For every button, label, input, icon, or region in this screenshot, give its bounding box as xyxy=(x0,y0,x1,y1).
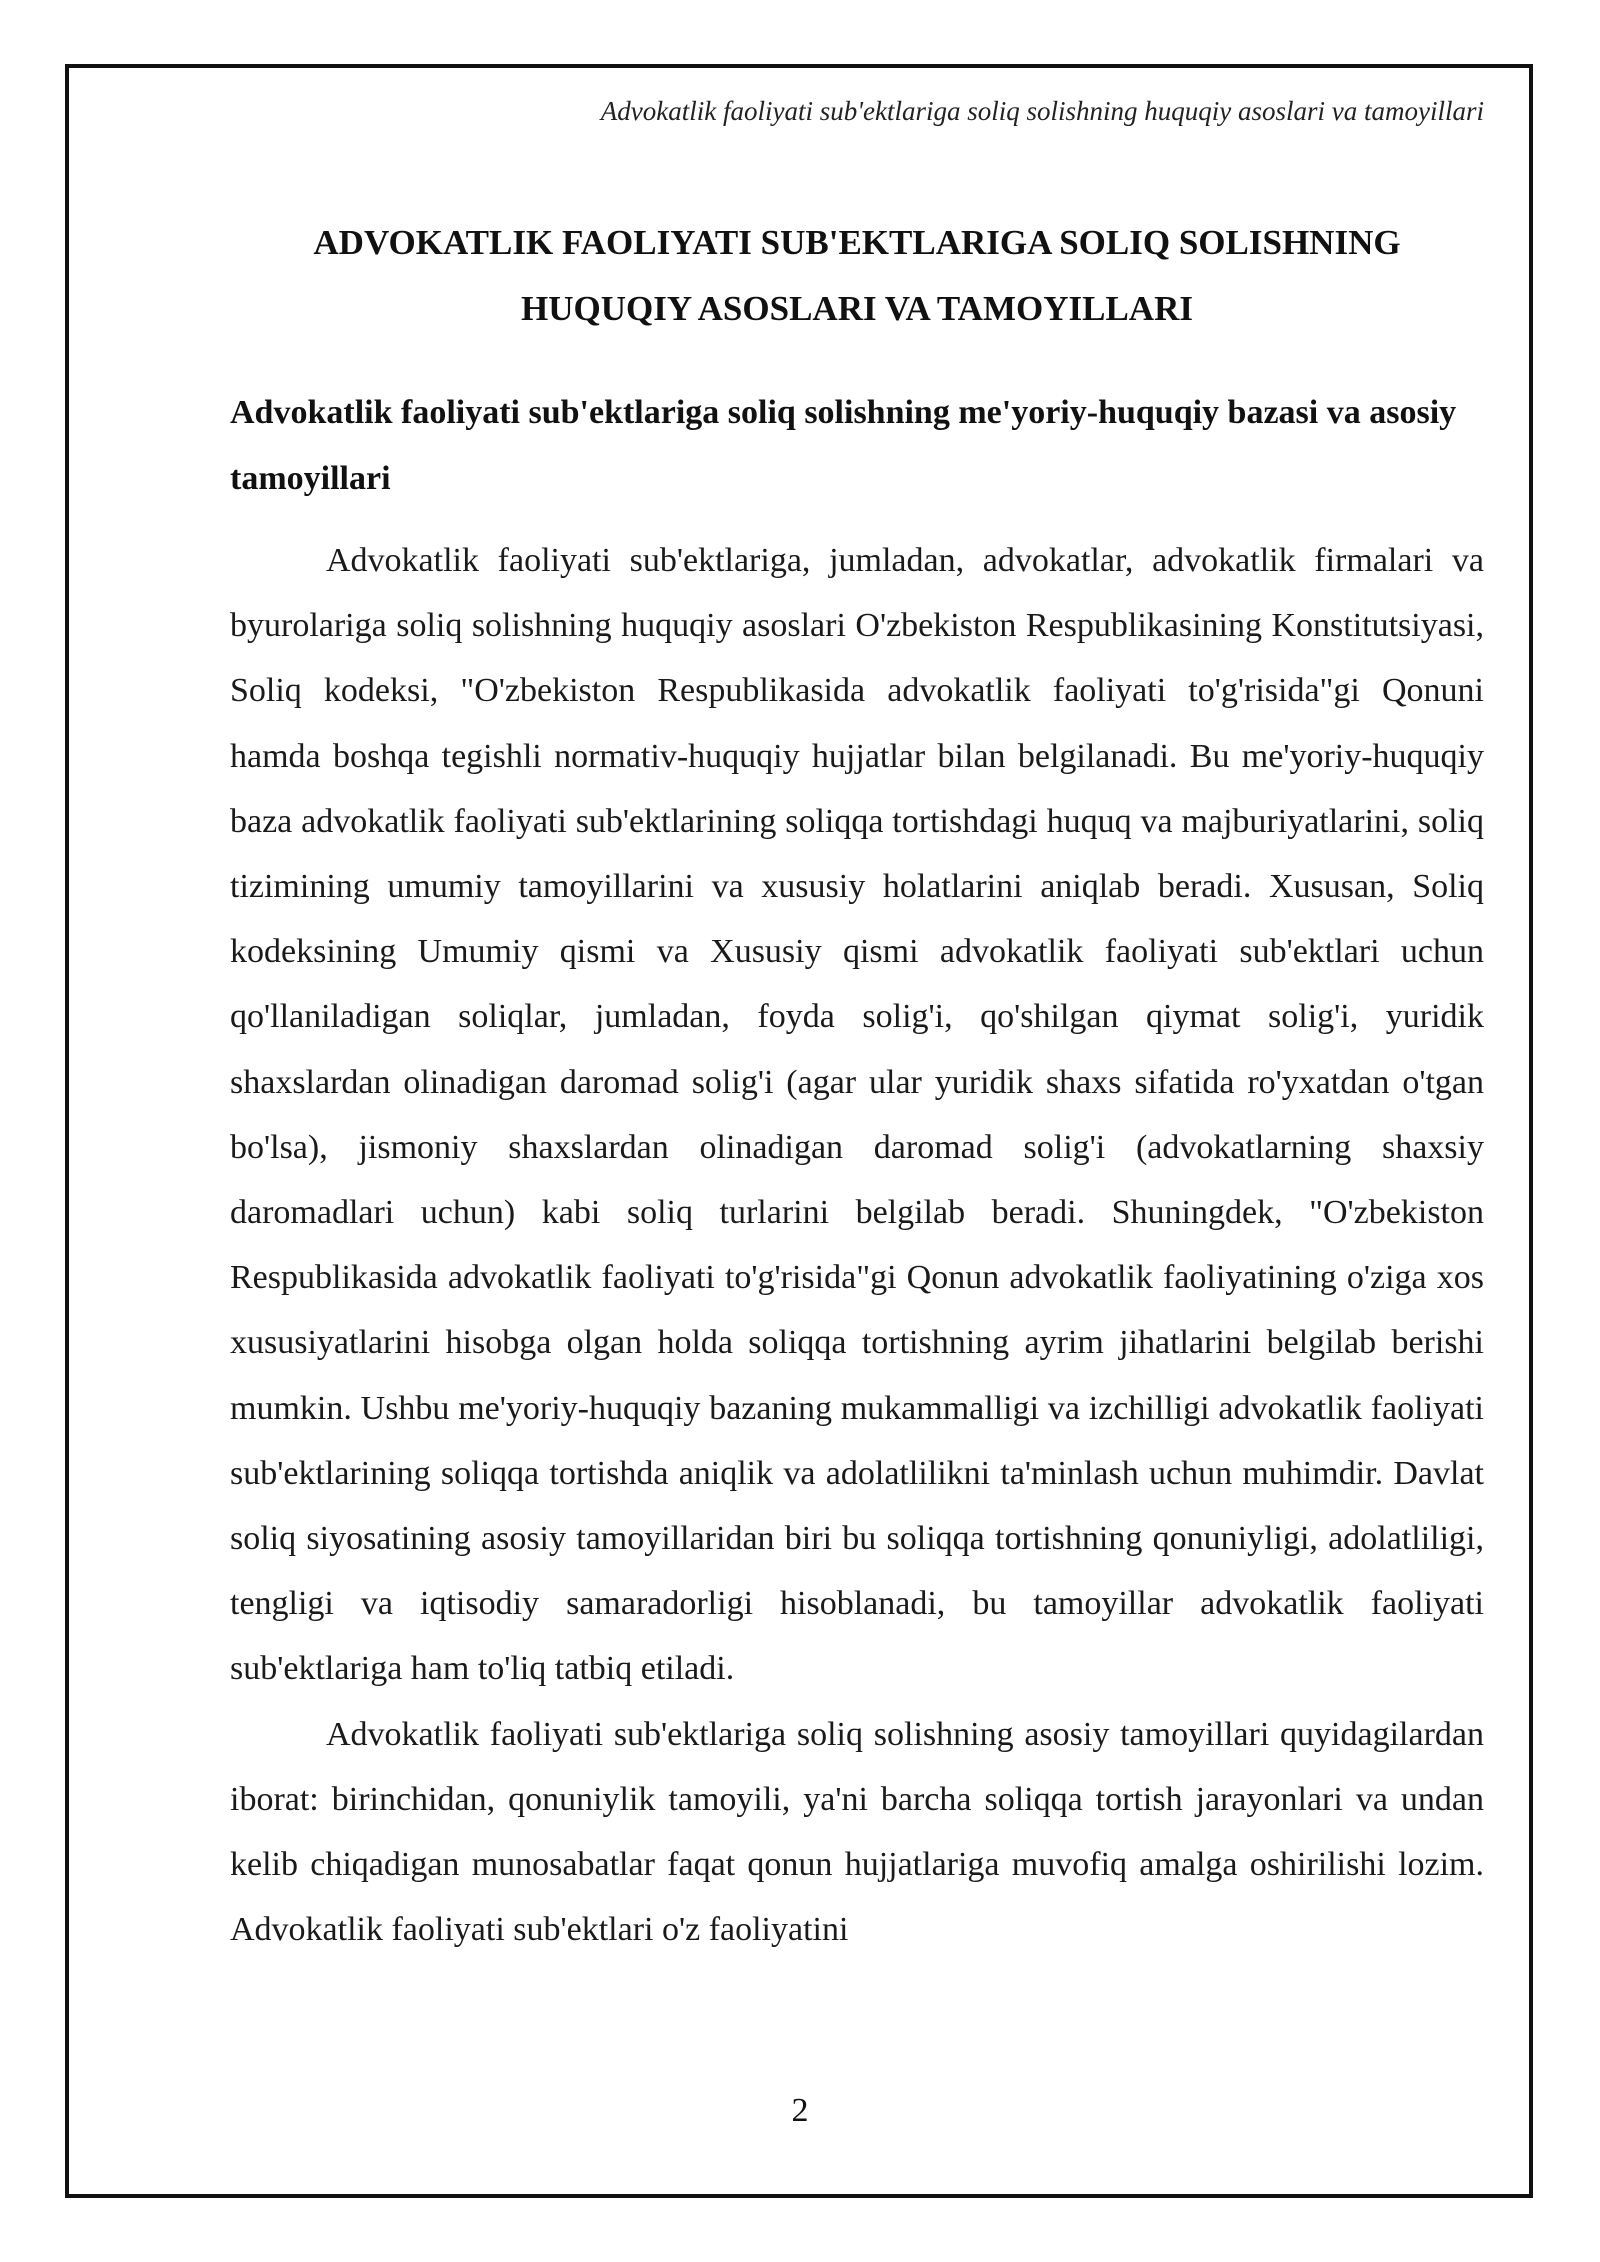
section-heading: Advokatlik faoliyati sub'ektlariga soliq solishning me'yoriy-huquqiy bazasi va asosiy tamoyillari xyxy=(230,394,1457,497)
paragraph: Advokatlik faoliyati sub'ektlariga soliq solishning asosiy tamoyillari quyidagilardan iborat: birinchidan, qonuniylik tamoyili, ya'ni barcha soliqqa tortish jarayonlari va undan kelib chiqadigan munosabatlar faqat qonun hujjatlariga muvofiq amalga oshirilishi lozim. Advokatlik faoliyati sub'ektlari o'z faoliyatini xyxy=(230,1715,1484,1949)
paragraph: Advokatlik faoliyati sub'ektlariga, jumladan, advokatlar, advokatlik firmalari va byurolariga soliq solishning huquqiy asoslari O'zbekiston Respublikasining Konstitutsiyasi, Soliq kodeksi, "O'zbekiston Respublikasida advokatlik faoliyati to'g'risida"gi Qonuni hamda boshqa tegishli normativ-huquqiy hujjatlar bilan belgilanadi. Bu me'yoriy-huquqiy baza advokatlik faoliyati sub'ektlarining soliqqa tortishdagi huquq va majburiyatlarini, soliq tizimining umumiy tamoyillarini va xususiy holatlarini aniqlab beradi. Xususan, Soliq kodeksining Umumiy qismi va Xususiy qismi advokatlik faoliyati sub'ektlari uchun qo'llaniladigan soliqlar, jumladan, foyda solig'i, qo'shilgan qiymat solig'i, yuridik shaxslardan olinadigan daromad solig'i (agar ular yuridik shaxs sifatida ro'yxatdan o'tgan bo'lsa), jismoniy shaxslardan olinadigan daromad solig'i (advokatlarning shaxsiy daromadlari uchun) kabi soliq turlarini belgilab beradi. Shuningdek, "O'zbekiston Respublikasida advokatlik faoliyati to'g'risida"gi Qonun advokatlik faoliyatining o'ziga xos xususiyatlarini hisobga olgan holda soliqqa tortishning ayrim jihatlarini belgilab berishi mumkin. Ushbu me'yoriy-huquqiy bazaning mukammalligi va izchilligi advokatlik faoliyati sub'ektlarining soliqqa tortishda aniqlik va adolatlilikni ta'minlash uchun muhimdir. Davlat soliq siyosatining asosiy tamoyillaridan biri bu soliqqa tortishning qonuniyligi, adolatliligi, tengligi va iqtisodiy samaradorligi hisoblanadi, bu tamoyillar advokatlik faoliyati sub'ektlariga ham to'liq tatbiq etiladi. xyxy=(230,542,1484,1688)
body-text xyxy=(230,528,1484,1962)
running-header: Advokatlik faoliyati sub'ektlariga soliq solishning huquqiy asoslari va tamoyillari xyxy=(600,96,1484,126)
page-title xyxy=(230,210,1484,342)
page-number: 2 xyxy=(791,2092,809,2129)
page-title-line-1: ADVOKATLIK FAOLIYATI SUB'EKTLARIGA SOLIQ SOLISHNING xyxy=(313,223,1401,262)
page-title-line-2: HUQUQIY ASOSLARI VA TAMOYILLARI xyxy=(521,289,1193,328)
